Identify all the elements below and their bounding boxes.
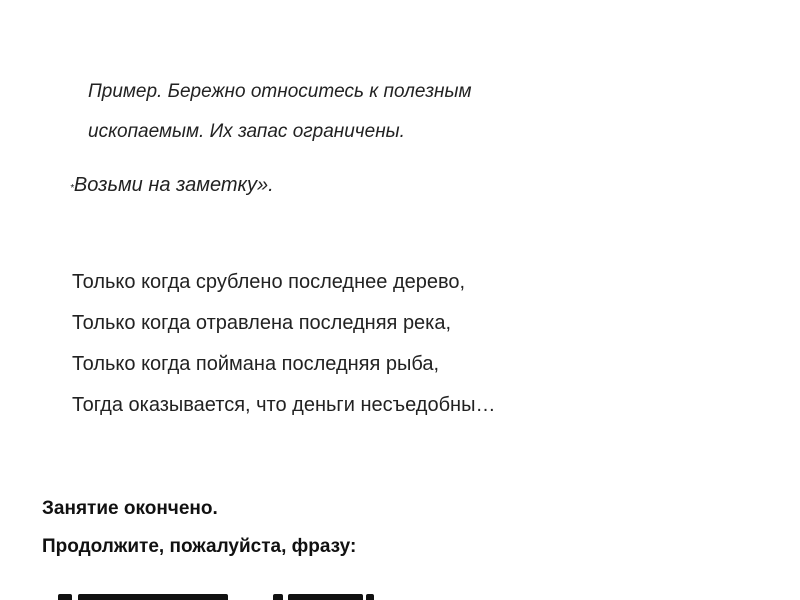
poem-line-1: Только когда срублено последнее дерево, [72, 271, 466, 293]
cut-off-glyph [273, 594, 283, 600]
cut-off-glyph [366, 594, 374, 600]
poem [72, 262, 772, 426]
cut-off-text-line [48, 582, 378, 600]
closing-line-1: Занятие окончено. [42, 498, 218, 519]
poem-line-4: Тогда оказывается, что деньги несъедобны… [72, 394, 496, 416]
note-mark: * [70, 183, 74, 194]
cut-off-glyph [58, 594, 72, 600]
example-text [88, 72, 688, 152]
note-heading [70, 168, 274, 202]
example-line-1: Пример. Бережно относитесь к полезным [88, 81, 472, 102]
closing-line-2: Продолжите, пожалуйста, фразу: [42, 536, 357, 557]
poem-line-3: Только когда поймана последняя рыба, [72, 353, 440, 375]
example-line-2: ископаемым. Их запас ограничены. [88, 121, 405, 142]
note-text: Возьми на заметку». [73, 174, 274, 196]
cut-off-glyph [288, 594, 363, 600]
closing-text [42, 490, 782, 566]
cut-off-glyph [78, 594, 228, 600]
poem-line-2: Только когда отравлена последняя река, [72, 312, 452, 334]
